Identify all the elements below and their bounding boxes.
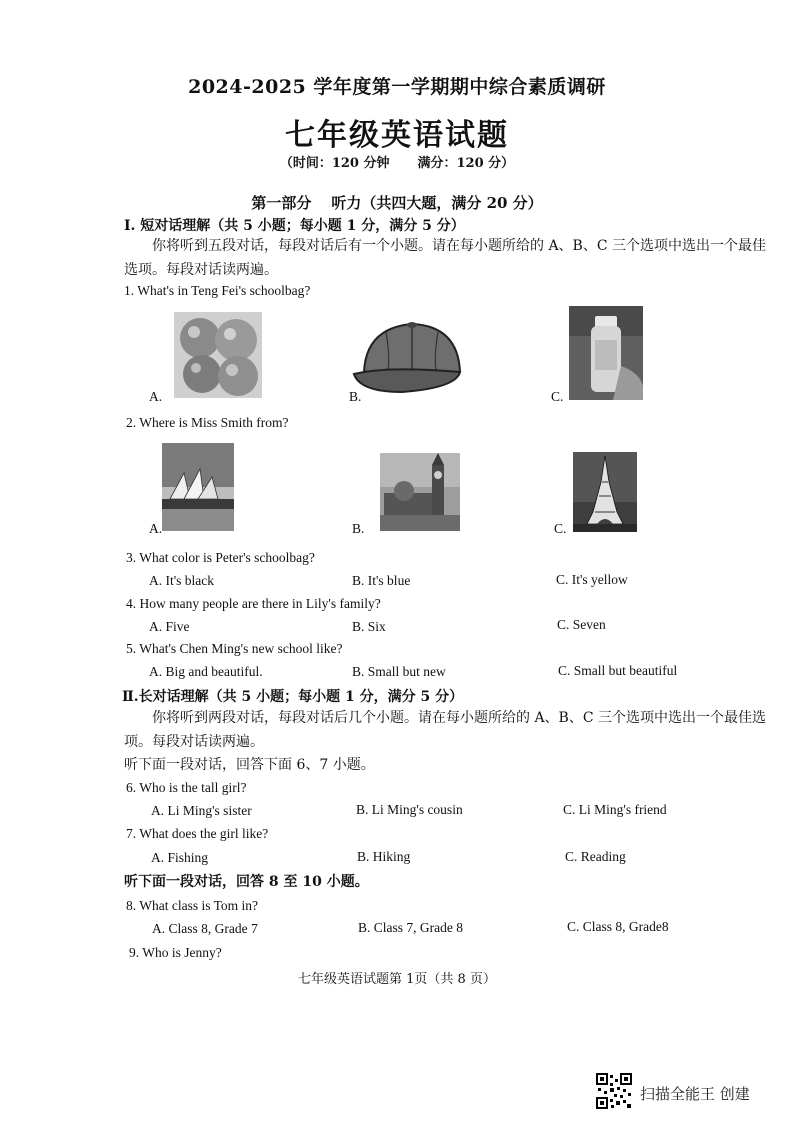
question-5: 5. What's Chen Ming's new school like?: [126, 641, 343, 656]
q6-option-c: C. Li Ming's friend: [563, 802, 667, 817]
section1-instruction: 你将听到五段对话，每段对话后有一个小题。请在每小题所给的 A、B、C 三个选项中选出一个最佳选项。每段对话读两遍。: [124, 238, 767, 278]
question-8: 8. What class is Tom in?: [126, 898, 259, 913]
qr-code: [596, 1073, 632, 1109]
q6-option-a: A. Li Ming's sister: [151, 803, 252, 818]
question-4: 4. How many people are there in Lily's family?: [126, 596, 381, 611]
exam-time: （时间：120 分钟: [279, 156, 390, 171]
q3-option-c: C. It's yellow: [556, 572, 628, 587]
question-2: 2. Where is Miss Smith from?: [126, 415, 289, 430]
bottle-photo: [569, 306, 643, 400]
q5-option-b: B. Small but new: [352, 664, 446, 679]
q2-option-a: A.: [149, 521, 163, 536]
section1-heading: I. 短对话理解（共 5 小题；每小题 1 分，满分 5 分）: [124, 218, 465, 234]
page-footer: 七年级英语试题第 1页（共 8 页）: [298, 972, 496, 987]
q5-option-c: C. Small but beautiful: [558, 663, 678, 678]
q2-option-c: C.: [554, 521, 567, 536]
q3-option-b: B. It's blue: [352, 573, 411, 588]
cap-illustration: [346, 314, 472, 400]
section2-instruction: 你将听到两段对话，每段对话后几个小题。请在每小题所给的 A、B、C 三个选项中选出一个最佳选项。每段对话读两遍。: [124, 710, 767, 750]
big-ben-photo: [380, 453, 460, 531]
q8-option-b: B. Class 7, Grade 8: [358, 920, 463, 935]
section2-heading: Ⅱ.长对话理解（共 5 小题；每小题 1 分，满分 5 分）: [122, 689, 464, 705]
question-6: 6. Who is the tall girl?: [126, 780, 247, 795]
q8-option-c: C. Class 8, Grade8: [567, 919, 669, 934]
q8-option-a: A. Class 8, Grade 7: [152, 921, 258, 936]
exam-subject: 七年级英语试题: [285, 118, 509, 153]
question-3: 3. What color is Peter's schoolbag?: [126, 550, 315, 565]
part-label: 第一部分: [251, 194, 312, 212]
apples-photo: [174, 312, 262, 398]
q7-option-c: C. Reading: [565, 849, 626, 864]
q5-option-a: A. Big and beautiful.: [149, 664, 263, 679]
q7-option-a: A. Fishing: [151, 850, 209, 865]
part-heading: [0, 192, 794, 213]
q2-option-b: B.: [352, 521, 365, 536]
dialog2-note: 听下面一段对话，回答 8 至 10 小题。: [124, 874, 369, 890]
q7-option-b: B. Hiking: [357, 849, 411, 864]
opera-house-photo: [162, 443, 234, 531]
q4-option-a: A. Five: [149, 619, 190, 634]
q4-option-c: C. Seven: [557, 617, 606, 632]
part-title: 听力（共四大题，满分 20 分）: [331, 194, 543, 212]
question-1: 1. What's in Teng Fei's schoolbag?: [124, 283, 311, 298]
exam-info: [0, 152, 794, 171]
q3-option-a: A. It's black: [149, 573, 215, 588]
exam-title: 2024-2025 学年度第一学期期中综合素质调研: [188, 76, 606, 98]
q1-option-c: C.: [551, 389, 564, 404]
question-9: 9. Who is Jenny?: [129, 945, 222, 960]
q4-option-b: B. Six: [352, 619, 386, 634]
question-7: 7. What does the girl like?: [126, 826, 269, 841]
dialog1-note: 听下面一段对话，回答下面 6、7 小题。: [124, 757, 375, 773]
scanner-watermark: 扫描全能王 创建: [640, 1085, 750, 1103]
eiffel-tower-photo: [573, 452, 637, 532]
q6-option-b: B. Li Ming's cousin: [356, 802, 463, 817]
exam-score: 满分：120 分）: [417, 156, 515, 171]
q1-option-a: A.: [149, 389, 163, 404]
q1-option-b: B.: [349, 389, 362, 404]
